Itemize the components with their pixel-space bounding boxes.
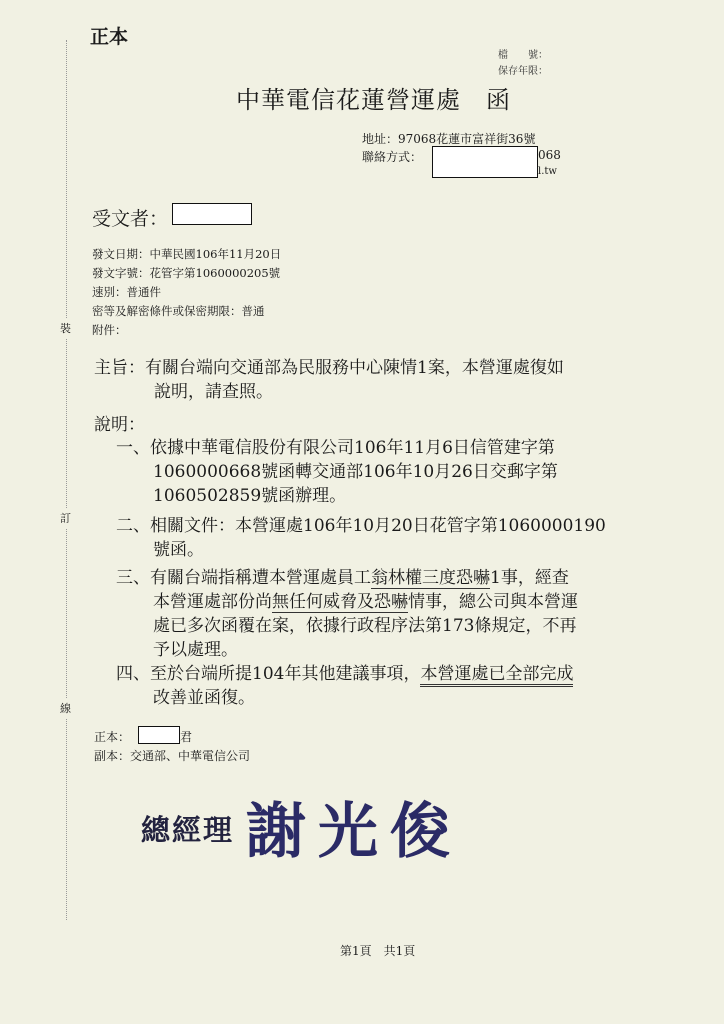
item-1-line-3: 1060502859號函辦理。: [153, 486, 347, 506]
archive-retention: 保存年限：: [498, 66, 548, 77]
signature-title: 總經理: [141, 813, 235, 847]
item-2-line-2: 號函。: [153, 540, 204, 560]
underlined-phrase-3: 本營運處已全部完成: [420, 664, 573, 687]
meta-speed: 速別：普通件: [92, 285, 161, 299]
subject-line-2: 說明，請查照。: [154, 382, 273, 402]
item-3-line-3: 處已多次函覆在案，依據行政程序法第173條規定，不再: [153, 616, 577, 636]
item-1-line-2: 1060000668號函轉交通部106年10月26日交郵字第: [153, 462, 558, 482]
underlined-phrase-2: 無任何威脅及恐嚇: [272, 592, 408, 612]
subject-line-1: 主旨：有關台端向交通部為民服務中心陳情1案，本營運處復如: [94, 358, 564, 378]
item-2-line-1: 二、相關文件：本營運處106年10月20日花管字第1060000190: [116, 516, 606, 536]
meta-date: 發文日期：中華民國106年11月20日: [92, 247, 282, 261]
cc-original-suffix: 君: [180, 730, 193, 744]
contact-method-label: 聯絡方式：: [362, 150, 423, 164]
redaction-box-original: [138, 726, 180, 744]
item-3-line-1: 三、有關台端指稱遭本營運處員工翁林權三度恐嚇1事，經查: [116, 568, 569, 588]
recipient-label: 受文者：: [92, 208, 169, 230]
cc-original-label: 正本：: [94, 730, 131, 744]
page-number: 第1頁 共1頁: [340, 944, 416, 958]
contact-address: 地址：97068花蓮市富祥街36號: [362, 132, 536, 146]
item-4: [116, 662, 656, 710]
item-3-line-2: 本營運處部份尚無任何威脅及恐嚇情事，總公司與本營運: [153, 592, 578, 612]
signature-stamp: 謝光俊: [246, 797, 462, 867]
document-title: 中華電信花蓮營運處 函: [236, 86, 511, 114]
item-3-line-4: 予以處理。: [153, 640, 238, 660]
item-3: [116, 566, 656, 662]
binding-mark-ding: 訂: [60, 508, 71, 528]
cc-copies: 副本：交通部、中華電信公司: [94, 749, 251, 763]
copy-label: 正本: [90, 26, 129, 48]
meta-attachment: 附件：: [92, 323, 127, 337]
contact-email-tail: l.tw: [538, 166, 557, 177]
item-4-line-2: 改善並函復。: [153, 688, 255, 708]
archive-doc-no: 檔 號：: [498, 50, 548, 61]
binding-line: [66, 40, 67, 920]
meta-secrecy: 密等及解密條件或保密期限：普通: [92, 304, 265, 318]
item-1: [116, 436, 656, 508]
contact-phone-tail: 068: [538, 148, 561, 162]
item-1-line-1: 一、依據中華電信股份有限公司106年11月6日信管建字第: [116, 438, 555, 458]
item-4-line-1: 四、至於台端所提104年其他建議事項，本營運處已全部完成: [116, 664, 573, 687]
underlined-phrase-1: 翁林權三度恐嚇: [371, 568, 490, 588]
binding-mark-zhuang: 裝: [60, 318, 71, 338]
explanation-label: 說明：: [94, 415, 145, 435]
redaction-box-contact: [432, 146, 538, 178]
subject-block: [94, 356, 654, 404]
binding-mark-xian: 線: [60, 698, 71, 718]
redaction-box-recipient: [172, 203, 252, 225]
meta-number: 發文字號：花管字第1060000205號: [92, 266, 281, 280]
item-2: [116, 514, 656, 562]
